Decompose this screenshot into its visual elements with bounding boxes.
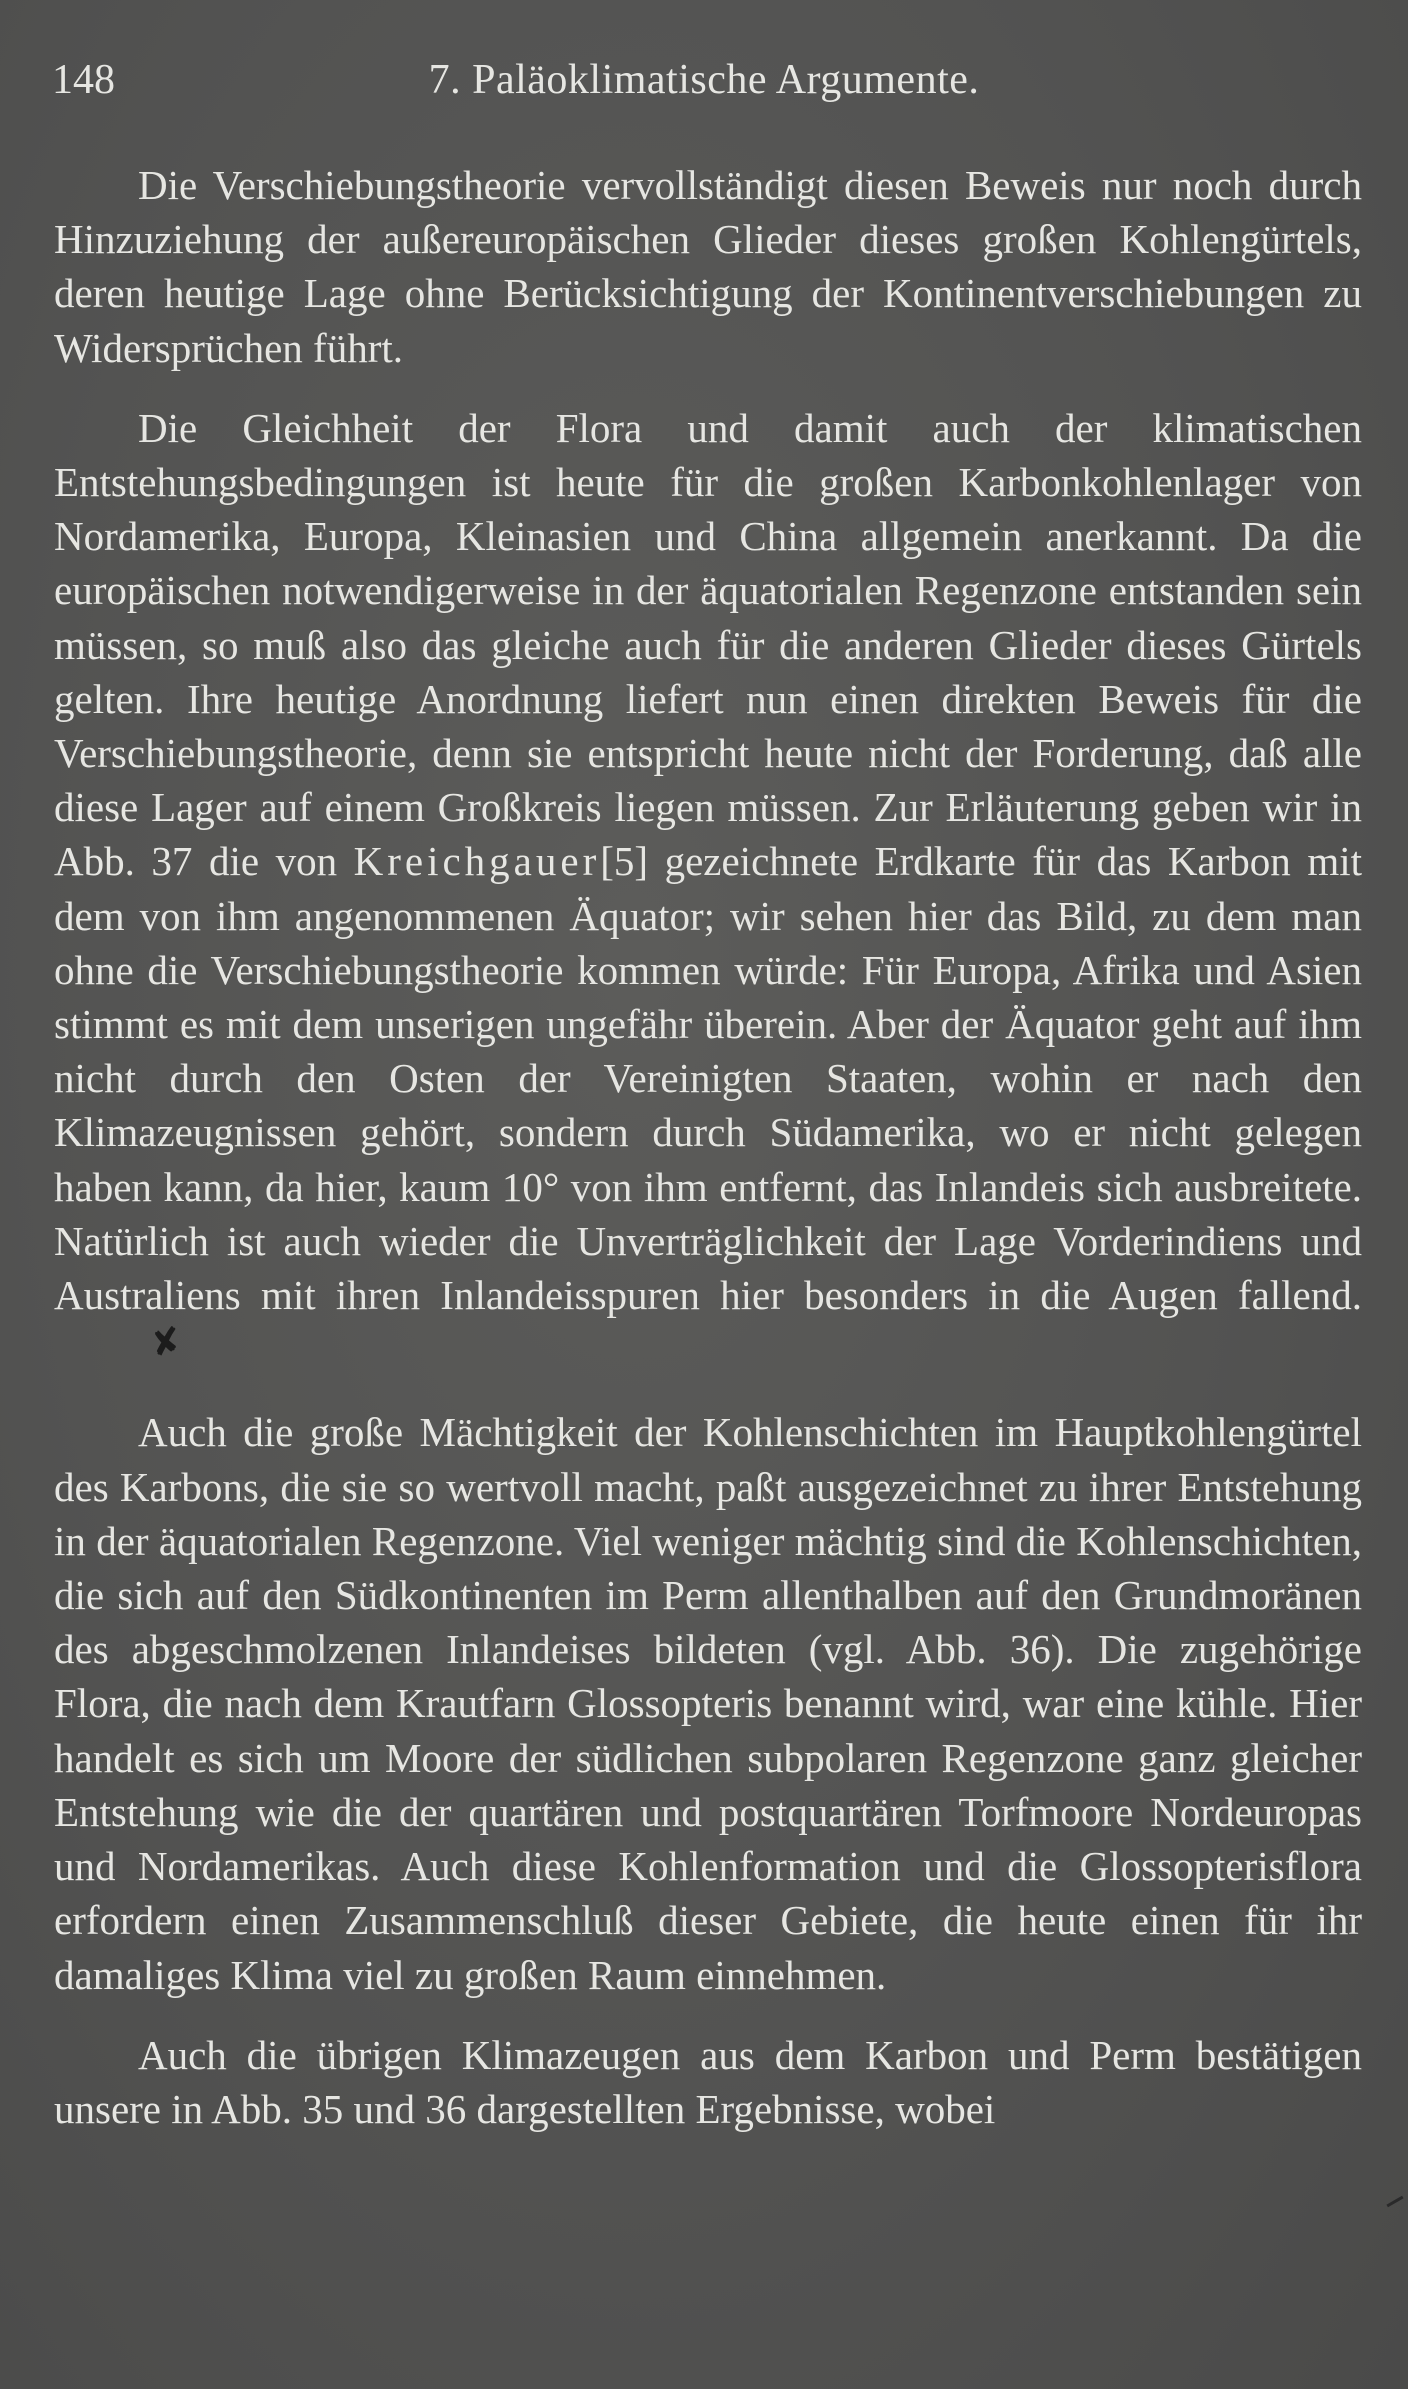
running-title: 7. Paläoklimatische Argumente.	[428, 57, 980, 103]
handwritten-mark-icon: ✘	[147, 1319, 186, 1367]
paragraph-2	[54, 401, 1362, 1380]
paragraph-4: Auch die übrigen Klimazeugen aus dem Karbon und Perm bestätigen unsere in Abb. 35 und 36 dargestellten Ergebnisse, wobei	[54, 2031, 1362, 2132]
paragraph-1: Die Verschiebungstheorie vervollständigt diesen Beweis nur noch durch Hinzuziehung der außereuropäischen Glieder dieses großen Kohlengürtels, deren heutige Lage ohne Berücksichtigung der Kontinentverschiebungen zu Widersprüchen führt.	[54, 162, 1362, 371]
page-header	[52, 52, 1356, 108]
body-text	[54, 158, 1362, 2136]
author-name: Kreichgauer	[353, 838, 601, 885]
page-number: 148	[52, 57, 115, 103]
paragraph-2-text-before: Die Gleichheit der Flora und damit auch der klimatischen Entstehungsbedingungen ist heute für die großen Karbonkohlenlager von Nordamerika, Europa, Kleinasien und China allgemein anerkannt. Da die europäischen notwendigerweise in der äquatorialen Regenzone entstanden sein müssen, so muß also das gleiche auch für die anderen Glieder dieses Gürtels gelten. Ihre heutige Anordnung liefert nun einen direkten Beweis für die Verschiebungstheorie, denn sie entspricht heute nicht der Forderung, daß alle diese Lager auf einem Großkreis liegen müssen. Zur Erläuterung geben wir in Abb. 37 die von	[54, 404, 1362, 885]
paragraph-2-text-after: [5] gezeichnete Erdkarte für das Karbon mit dem von ihm angenommenen Äquator; wir sehen hier das Bild, zu dem man ohne die Verschiebungstheorie kommen würde: Für Europa, Afrika und Asien stimmt es mit dem unserigen ungefähr überein. Aber der Äquator geht auf ihm nicht durch den Osten der Vereinigten Staaten, wohin er nach den Klimazeugnissen gehört, sondern durch Südamerika, wo er nicht gelegen haben kann, da hier, kaum 10° von ihm entfernt, das Inlandeis sich ausbreitete. Natürlich ist auch wieder die Unverträglichkeit der Lage Vorderindiens und Australiens mit ihren Inlandeisspuren hier besonders in die Augen fallend.	[54, 838, 1362, 1319]
scan-speck	[1386, 2196, 1403, 2208]
paragraph-3: Auch die große Mächtigkeit der Kohlenschichten im Hauptkohlengürtel des Karbons, die sie so wertvoll macht, paßt ausgezeichnet zu ihrer Entstehung in der äquatorialen Regenzone. Viel weniger mächtig sind die Kohlenschichten, die sich auf den Südkontinenten im Perm allenthalben auf den Grundmoränen des abgeschmolzenen Inlandeises bildeten (vgl. Abb. 36). Die zugehörige Flora, die nach dem Krautfarn Glossopteris benannt wird, war eine kühle. Hier handelt es sich um Moore der südlichen subpolaren Regenzone ganz gleicher Entstehung wie die der quartären und postquartären Torfmoore Nordeuropas und Nordamerikas. Auch diese Kohlenformation und die Glossopterisflora erfordern einen Zusammenschluß dieser Gebiete, die heute einen für ihr damaliges Klima viel zu großen Raum einnehmen.	[54, 1409, 1362, 1998]
